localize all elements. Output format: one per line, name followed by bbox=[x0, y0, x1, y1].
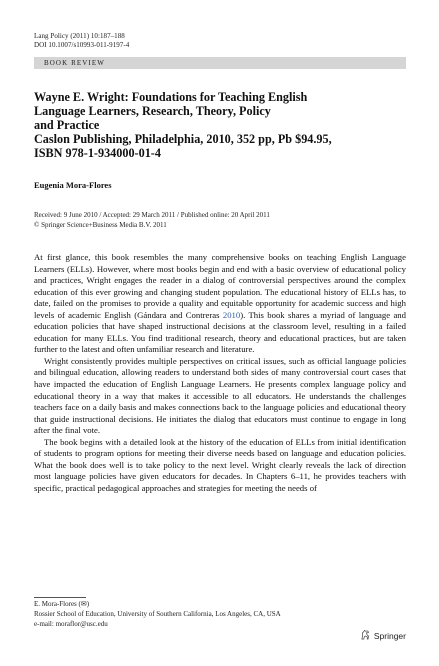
author-name: Eugenia Mora-Flores bbox=[34, 180, 112, 190]
book-info-line-2: ISBN 978-1-934000-01-4 bbox=[34, 146, 161, 160]
springer-horse-icon bbox=[360, 629, 374, 642]
citation-link[interactable]: 2010 bbox=[222, 309, 241, 320]
footnote-email[interactable]: e-mail: moraflor@usc.edu bbox=[34, 619, 108, 628]
paragraph-1-text-a: At first glance, this book resembles the many comprehensive books on teaching English Language Learners (ELLs). However, where most books begin and end with a basic overview of educational policy and practices, Wright engages the reader in a dialog of controversial perspectives around the complex education of this ever growing and changing student population. The educational history of ELLs has, to date, failed on the promises to provide a quality and equitable opportunity for academic success and high levels of academic English (Gándara and Contreras bbox=[34, 252, 406, 320]
section-label-bar bbox=[34, 57, 406, 69]
publisher-logo bbox=[360, 629, 406, 642]
author-footnote bbox=[34, 600, 281, 629]
title-line-3: and Practice bbox=[34, 118, 100, 132]
publisher-name: Springer bbox=[373, 630, 406, 641]
title-line-2: Language Learners, Research, Theory, Policy bbox=[34, 104, 271, 118]
article-title bbox=[34, 90, 414, 160]
copyright-line: © Springer Science+Business Media B.V. 2011 bbox=[34, 220, 167, 229]
publication-dates: Received: 9 June 2010 / Accepted: 29 March 2011 / Published online: 20 April 2011 bbox=[34, 211, 270, 219]
paragraph-1-text-b: ). This book shares a myriad of language and education policies that have shaped instructional decisions at the classroom level, resulting in a failed education for many ELLs. You find traditional research, theory and educational practices, but are taken further to the latest and often unfamiliar research and literature. bbox=[34, 309, 406, 355]
section-label: BOOK REVIEW bbox=[44, 59, 105, 67]
paragraph-2: Wright consistently provides multiple perspectives on critical issues, such as official language policies and bilingual education, allowing readers to understand both sides of many controversial court cases that have impacted the education of English Language Learners. He presents complex language policy and educational theory in a way that makes it accessible to all educators. He understands the challenges teachers face on a daily basis and makes connections back to the language policies and educational theory that guide instructional decisions. He initiates the dialog that educators must continue to engage in long after the final vote. bbox=[34, 355, 406, 436]
footnote-affiliation: Rossier School of Education, University of Southern California, Los Angeles, CA, USA bbox=[34, 609, 281, 618]
journal-citation: Lang Policy (2011) 10:187–188 bbox=[34, 32, 125, 40]
title-line-1: Wayne E. Wright: Foundations for Teaching English bbox=[34, 90, 308, 104]
paragraph-3: The book begins with a detailed look at the history of the education of ELLs from initial identification of students to program options for meeting their diverse needs based on language and education policies. What the book does well is to take policy to the next level. Wright clearly reveals the lack of direction most language policies have given educators for decades. In Chapters 6–11, he provides teachers with specific, practical pedagogical approaches and strategies for meeting the needs of bbox=[34, 436, 406, 493]
paragraph-1 bbox=[34, 252, 406, 356]
journal-header bbox=[34, 32, 129, 50]
book-info-line-1: Caslon Publishing, Philadelphia, 2010, 352 pp, Pb $94.95, bbox=[34, 132, 332, 146]
footnote-author: E. Mora-Flores (✉) bbox=[34, 600, 90, 608]
article-body bbox=[34, 252, 406, 494]
doi: DOI 10.1007/s10993-011-9197-4 bbox=[34, 41, 130, 49]
footnote-divider bbox=[34, 597, 86, 598]
publication-metadata bbox=[34, 211, 270, 230]
